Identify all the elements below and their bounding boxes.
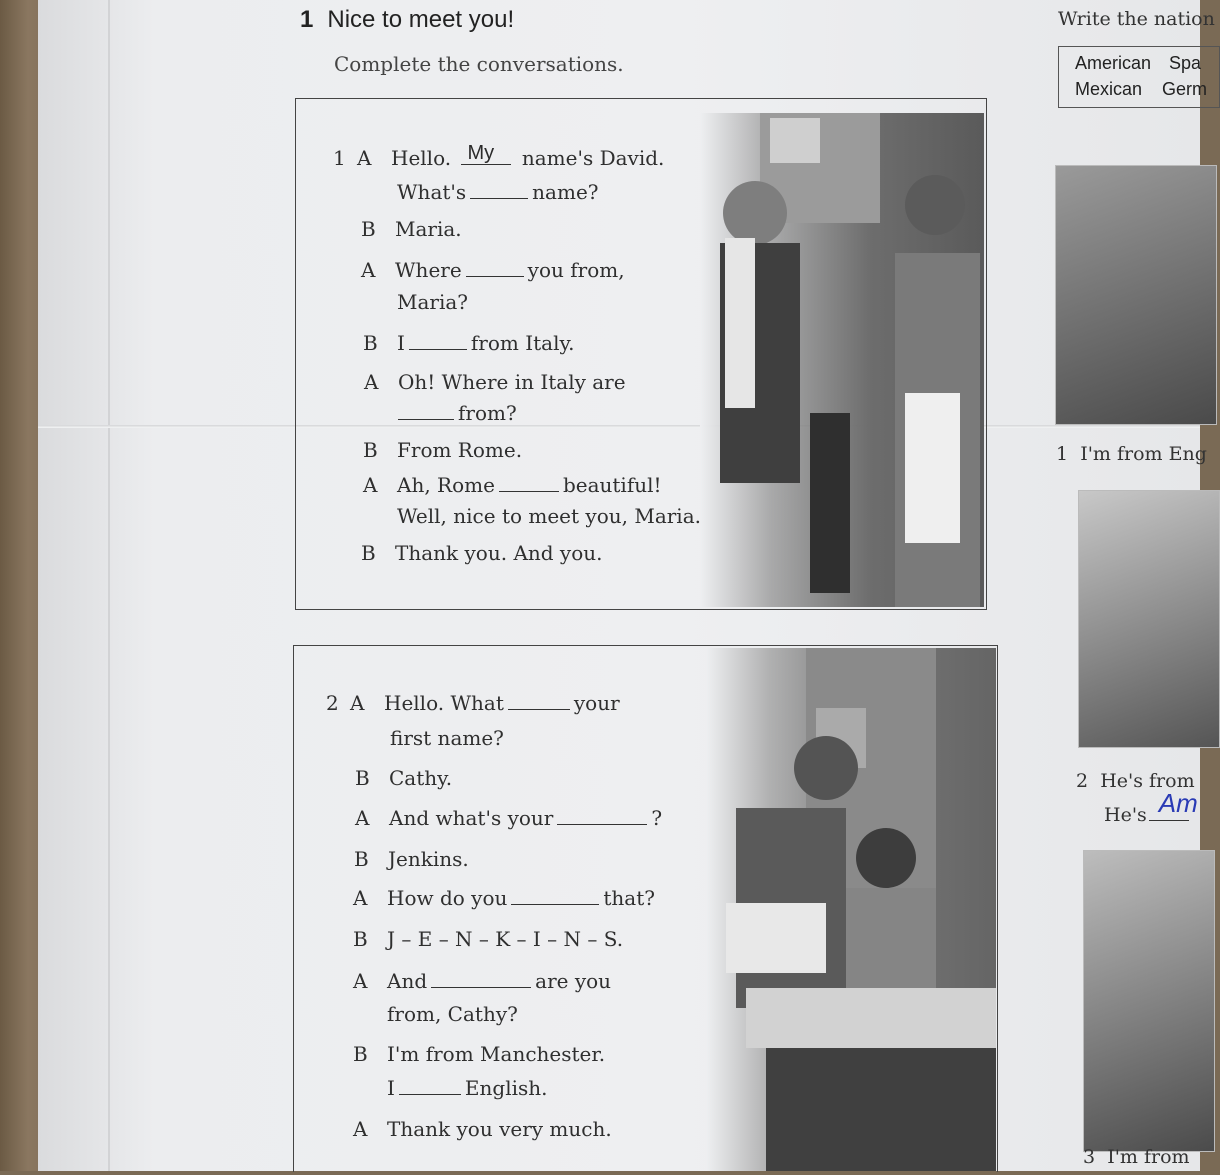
word-item: Spa <box>1169 53 1202 73</box>
nationality-item-2: 2 He's from <box>1076 770 1195 792</box>
blank-field[interactable] <box>508 691 570 710</box>
blank-field[interactable] <box>409 331 467 350</box>
conv1-line-8: from? <box>398 401 517 425</box>
conv2-line-11: I English. <box>387 1076 548 1100</box>
exercise-number: 1 <box>300 6 314 33</box>
blank-field[interactable] <box>431 969 531 988</box>
blank-field[interactable] <box>499 473 559 492</box>
word-box <box>1058 46 1220 108</box>
handwritten-answer: My <box>467 142 495 164</box>
nationality-item-1: 1 I'm from Eng <box>1056 443 1207 465</box>
conv1-line-9: B From Rome. <box>363 438 523 462</box>
nationality-instruction: Write the nation <box>1058 8 1215 30</box>
nationality-item-3: 3 I'm from <box>1083 1146 1190 1168</box>
conv2-line-4: A And what's your ? <box>355 806 663 830</box>
office-photo-illustration <box>706 648 996 1171</box>
blank-field[interactable] <box>466 258 524 277</box>
blank-field[interactable] <box>461 142 511 165</box>
conv1-line-6: B I from Italy. <box>363 331 575 355</box>
conv1-line-12: B Thank you. And you. <box>361 541 603 565</box>
portrait-photo-1 <box>1055 165 1217 425</box>
conv2-line-12: A Thank you very much. <box>353 1117 612 1141</box>
conv2-line-7: B J – E – N – K – I – N – S. <box>353 927 624 951</box>
conv2-line-6: A How do you that? <box>353 886 655 910</box>
word-item: American <box>1075 53 1152 73</box>
conv1-line-11: Well, nice to meet you, Maria. <box>397 504 701 528</box>
exercise-instruction: Complete the conversations. <box>334 52 624 76</box>
exercise-title-text: Nice to meet you! <box>327 6 515 33</box>
portrait-photo-3 <box>1083 850 1215 1152</box>
handwritten-answer: Am <box>1158 788 1198 818</box>
conv2-line-8: A And are you <box>353 969 612 993</box>
conv1-line-10: A Ah, Rome beautiful! <box>363 473 662 497</box>
portrait-photo-2 <box>1078 490 1220 748</box>
conv1-line-7: A Oh! Where in Italy are <box>364 370 626 394</box>
gym-photo-illustration <box>700 113 984 607</box>
nationality-item-2-answer: He's Am <box>1104 788 1198 826</box>
conv2-line-10: B I'm from Manchester. <box>353 1042 606 1066</box>
conv2-line-5: B Jenkins. <box>354 847 469 871</box>
exercise-title <box>300 6 514 34</box>
conv1-line-4: A Where you from, <box>361 258 625 282</box>
conv1-line-3: B Maria. <box>361 217 462 241</box>
conv2-line-3: B Cathy. <box>355 766 453 790</box>
blank-field[interactable] <box>557 806 647 825</box>
conv2-line-1: 2 A Hello. What your <box>326 691 620 715</box>
conv1-line-1: 1 A Hello. My name's David. <box>333 142 665 170</box>
office-photo <box>706 648 996 1171</box>
word-item: Mexican <box>1075 79 1143 99</box>
blank-field[interactable] <box>511 886 599 905</box>
blank-field[interactable] <box>1149 788 1198 821</box>
blank-field[interactable] <box>398 401 454 420</box>
page-margin <box>108 0 110 1171</box>
gym-photo <box>700 113 984 607</box>
conv2-line-2: first name? <box>390 726 504 750</box>
conv1-line-2: What's name? <box>397 180 599 204</box>
word-item: Germ <box>1162 79 1207 99</box>
conv2-line-9: from, Cathy? <box>387 1002 518 1026</box>
blank-field[interactable] <box>399 1076 461 1095</box>
conv1-line-5: Maria? <box>397 290 469 314</box>
blank-field[interactable] <box>470 180 528 199</box>
